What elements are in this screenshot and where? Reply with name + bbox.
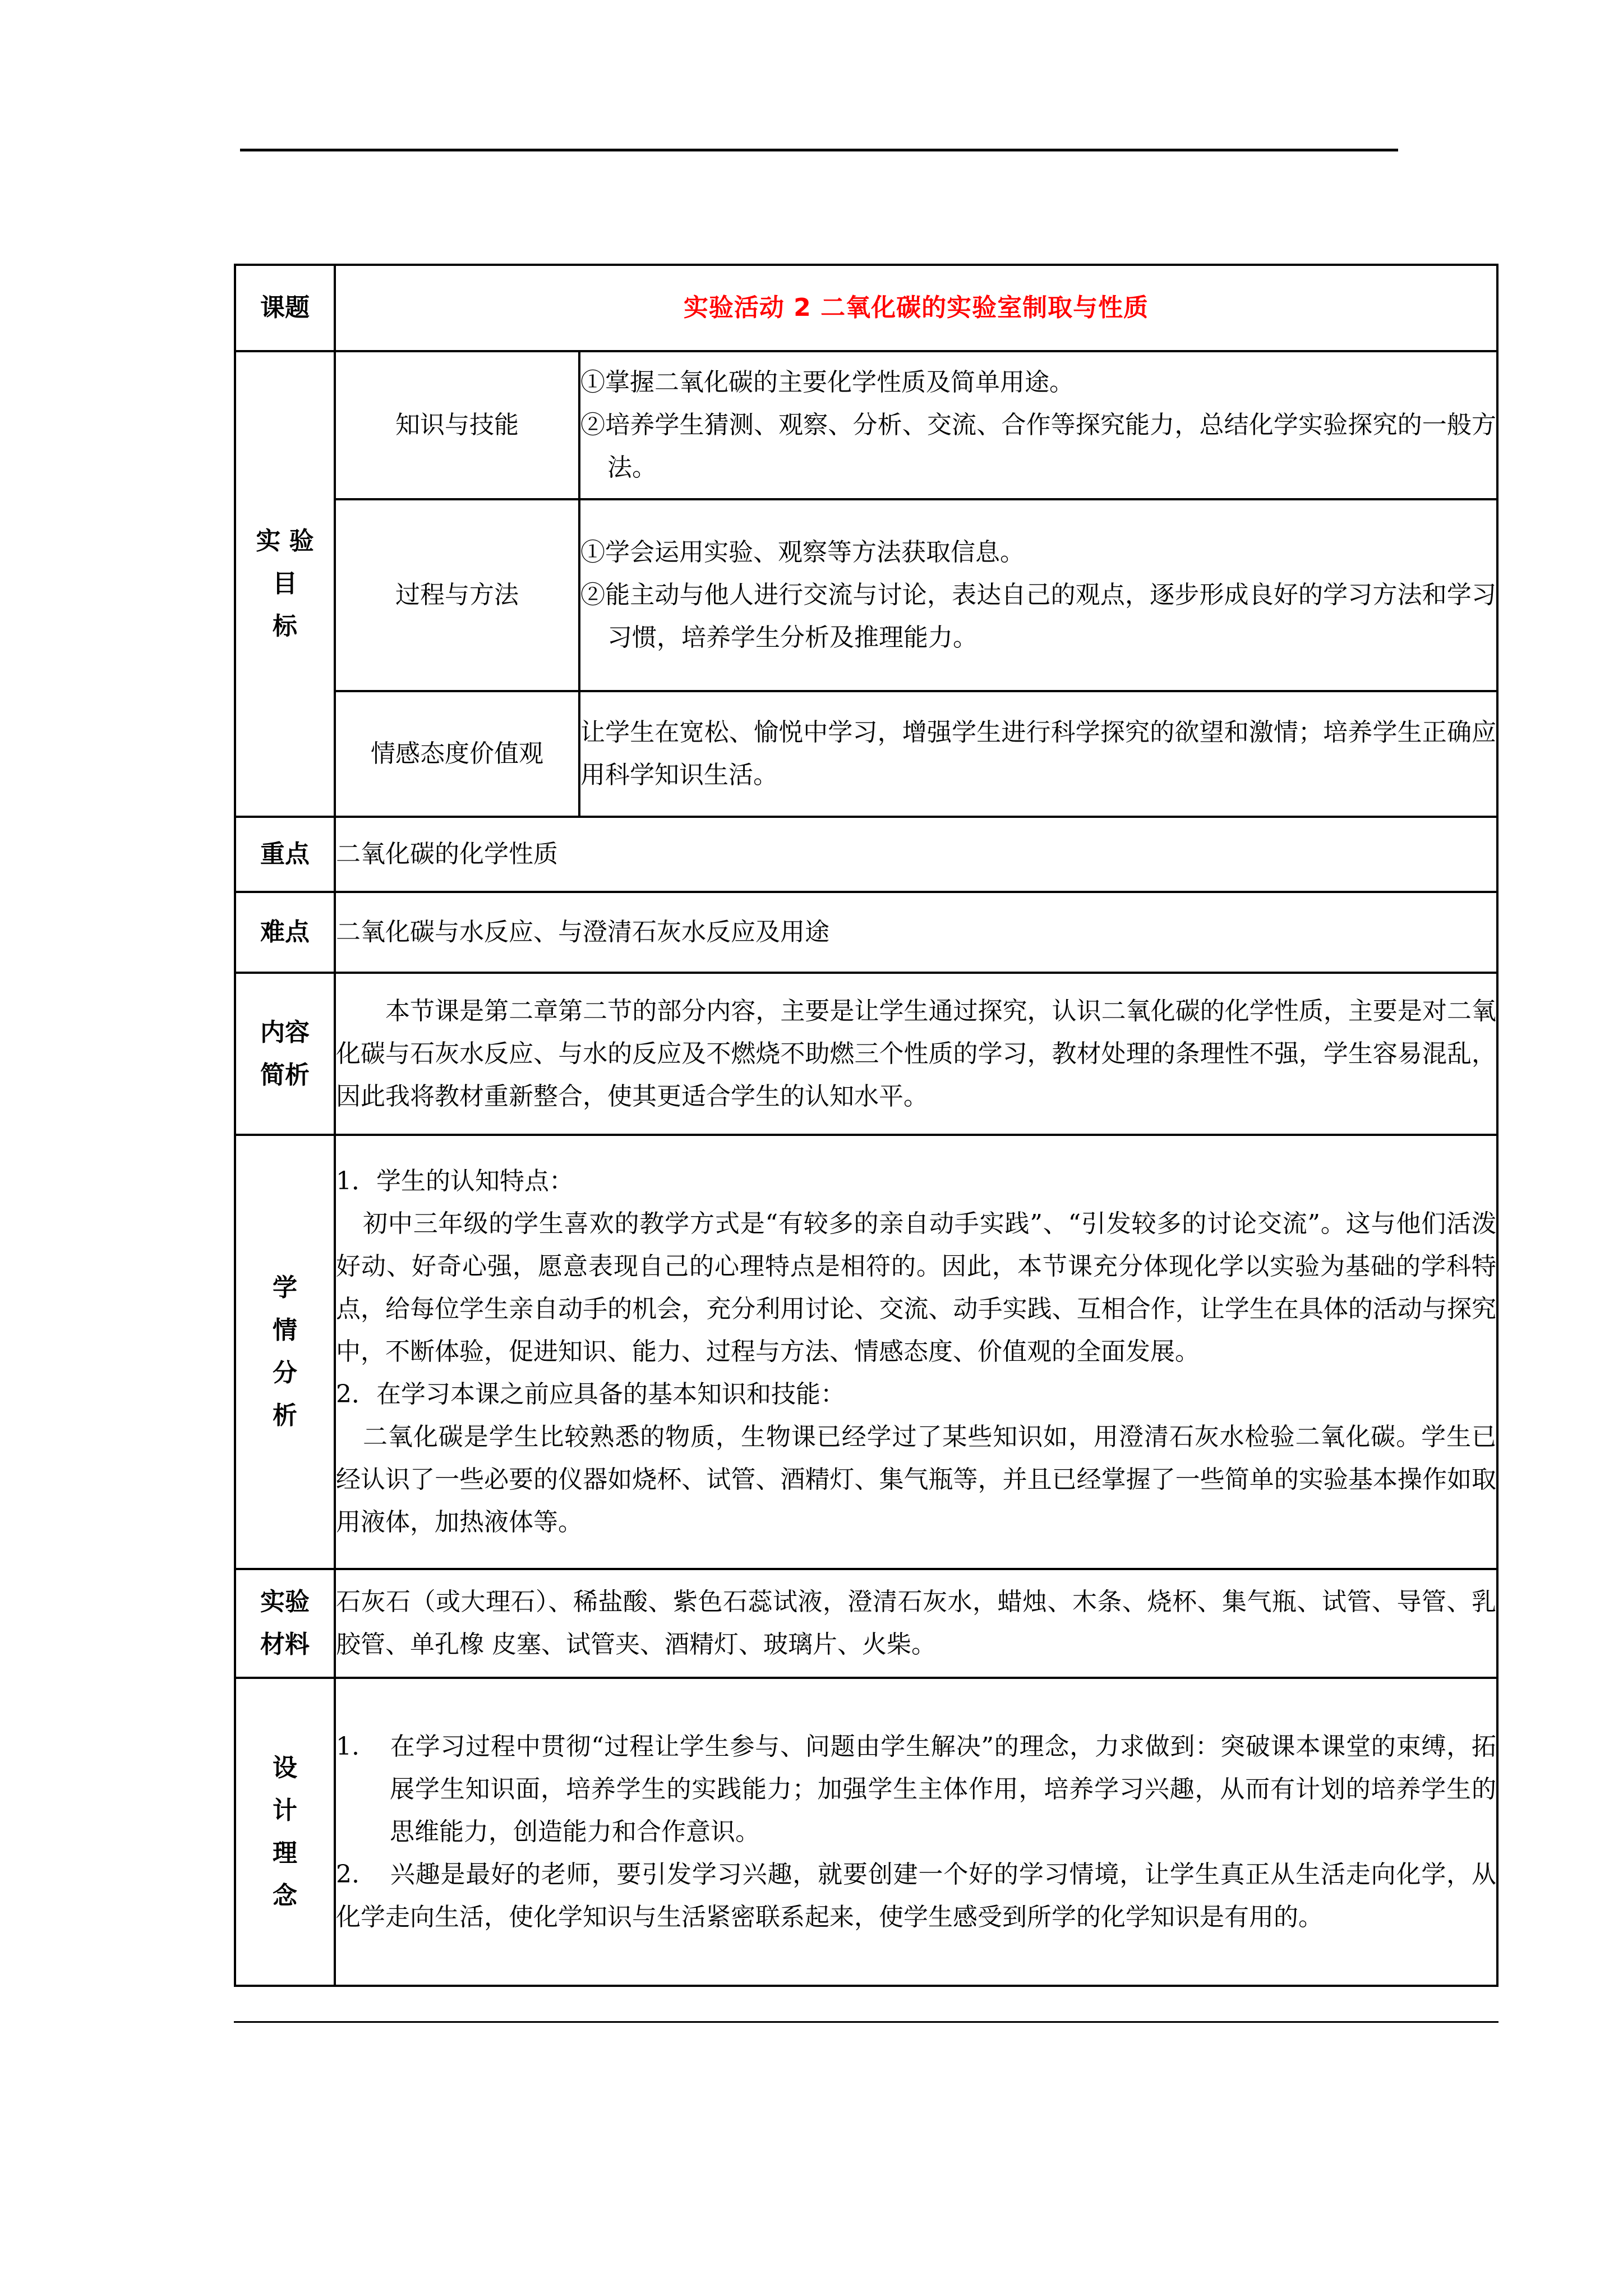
design-item-1-text: 在学习过程中贯彻“过程让学生参与、问题由学生解决”的理念，力求做到：突破课本课堂的束缚，拓展学生知识面，培养学生的实践能力；加强学生主体作用，培养学习兴趣，从而有计划的培养学生的思维能力，创造能力和合作意识。 [390, 1732, 1496, 1846]
student-analysis-heading-2: 2．在学习本课之前应具备的基本知识和技能： [336, 1380, 845, 1409]
design-item-2 [336, 1853, 1496, 1939]
materials-content [335, 1569, 1497, 1678]
topic-row [235, 265, 1497, 351]
design-row [235, 1678, 1497, 1986]
knowledge-line-1: ①掌握二氧化碳的主要化学性质及简单用途。 [580, 368, 1074, 397]
emotion-values-text: 让学生在宽松、愉悦中学习，增强学生进行科学探究的欲望和激情；培养学生正确应用科学知识生活。 [580, 718, 1496, 789]
knowledge-skills-label: 知识与技能 [335, 351, 579, 499]
lesson-title: 实验活动 2 二氧化碳的实验室制取与性质 [335, 265, 1497, 351]
materials-label: 实验 材料 [235, 1569, 335, 1678]
materials-text: 石灰石（或大理石）、稀盐酸、紫色石蕊试液，澄清石灰水，蜡烛、木条、烧杯、集气瓶、试管、导管、乳胶管、单孔橡 皮塞、试管夹、酒精灯、玻璃片、火柴。 [336, 1588, 1496, 1659]
objectives-emotion-row [235, 691, 1497, 817]
key-point-row [235, 817, 1497, 892]
knowledge-skills-content [579, 351, 1497, 499]
process-methods-content [579, 499, 1497, 691]
emotion-values-label: 情感态度价值观 [335, 691, 579, 817]
emotion-values-content [579, 691, 1497, 817]
knowledge-line-2: ②培养学生猜测、观察、分析、交流、合作等探究能力，总结化学实验探究的一般方法。 [580, 411, 1496, 482]
content-analysis-text: 本节课是第二章第二节的部分内容，主要是让学生通过探究，认识二氧化碳的化学性质，主要是对二氧化碳与石灰水反应、与水的反应及不燃烧不助燃三个性质的学习，教材处理的条理性不强，学生容易混乱，因此我将教材重新整合，使其更适合学生的认知水平。 [336, 996, 1496, 1111]
student-analysis-heading-1: 1．学生的认知特点： [336, 1167, 574, 1195]
design-item-1 [336, 1726, 1496, 1853]
key-point-content [335, 817, 1497, 892]
footer-rule [234, 2021, 1498, 2023]
objectives-label: 实 验 目 标 [235, 351, 335, 817]
content-analysis-row [235, 973, 1497, 1135]
difficulty-text: 二氧化碳与水反应、与澄清石灰水反应及用途 [336, 918, 829, 946]
student-analysis-paragraph-1: 初中三年级的学生喜欢的教学方式是“有较多的亲自动手实践”、“引发较多的讨论交流”。这与他们活泼好动、好奇心强，愿意表现自己的心理特点是相符的。因此，本节课充分体现化学以实验为基础的学科特点，给每位学生亲自动手的机会，充分利用讨论、交流、动手实践、互相合作，让学生在具体的活动与探究中，不断体验，促进知识、能力、过程与方法、情感态度、价值观的全面发展。 [336, 1209, 1496, 1366]
process-line-2: ②能主动与他人进行交流与讨论，表达自己的观点，逐步形成良好的学习方法和学习习惯，培养学生分析及推理能力。 [580, 581, 1496, 652]
student-analysis-row [235, 1135, 1497, 1569]
key-point-text: 二氧化碳的化学性质 [336, 840, 558, 868]
objectives-process-row [235, 499, 1497, 691]
content-analysis-label: 内容 简析 [235, 973, 335, 1135]
process-line-1: ①学会运用实验、观察等方法获取信息。 [580, 538, 1025, 567]
design-item-1-number: 1. [336, 1732, 359, 1761]
student-analysis-content [335, 1135, 1497, 1569]
design-label: 设 计 理 念 [235, 1678, 335, 1986]
header-rule [240, 149, 1398, 151]
difficulty-row [235, 892, 1497, 973]
student-analysis-label: 学 情 分 析 [235, 1135, 335, 1569]
materials-row [235, 1569, 1497, 1678]
student-analysis-paragraph-2: 二氧化碳是学生比较熟悉的物质，生物课已经学过了某些知识如，用澄清石灰水检验二氧化碳。学生已经认识了一些必要的仪器如烧杯、试管、酒精灯、集气瓶等，并且已经掌握了一些简单的实验基本操作如取用液体，加热液体等。 [336, 1423, 1496, 1536]
design-content [335, 1678, 1497, 1986]
content-analysis-content [335, 973, 1497, 1135]
process-methods-label: 过程与方法 [335, 499, 579, 691]
key-point-label: 重点 [235, 817, 335, 892]
difficulty-label: 难点 [235, 892, 335, 973]
difficulty-content [335, 892, 1497, 973]
design-item-2-text: 兴趣是最好的老师，要引发学习兴趣，就要创建一个好的学习情境，让学生真正从生活走向化学，从化学走向生活，使化学知识与生活紧密联系起来，使学生感受到所学的化学知识是有用的。 [336, 1860, 1496, 1931]
design-item-2-number: 2. [336, 1860, 359, 1889]
lesson-plan-table [234, 264, 1498, 1987]
topic-label: 课题 [235, 265, 335, 351]
objectives-knowledge-row [235, 351, 1497, 499]
